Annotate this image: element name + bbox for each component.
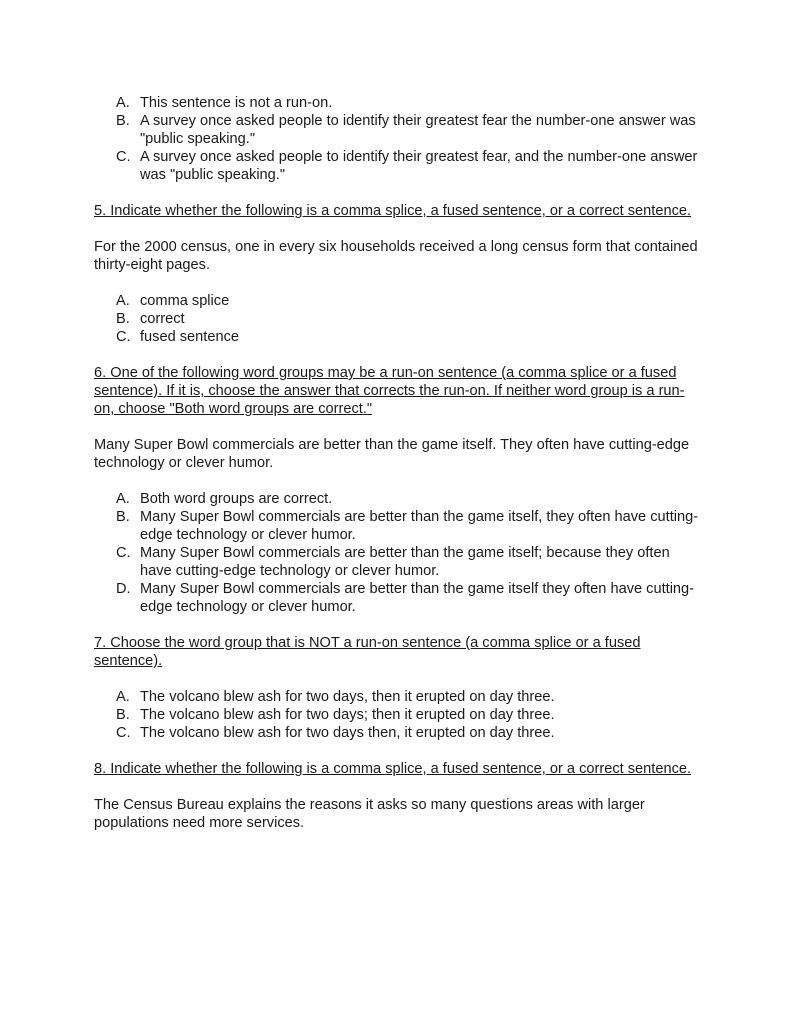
q5-text: For the 2000 census, one in every six households received a long census form that contained thirty-eight pages. [94,239,698,273]
q7-option-c[interactable] [116,724,704,742]
q6-title: 6. One of the following word groups may be a run-on sentence (a comma splice or a fused sentence). If it is, choose the answer that corrects the run-on. If neither word group is a run-on, choose "Both word groups are correct." [94,365,685,417]
q5-option-b[interactable] [116,310,704,328]
option-text: The volcano blew ash for two days; then it erupted on day three. [140,707,555,723]
option-text: The volcano blew ash for two days, then it erupted on day three. [140,689,555,705]
option-text: fused sentence [140,329,239,345]
q7-option-b[interactable] [116,706,704,724]
option-letter: B. [116,311,130,327]
option-letter: C. [116,329,131,345]
option-letter: A. [116,95,130,111]
q5-option-a[interactable] [116,292,704,310]
q6-text: Many Super Bowl commercials are better than the game itself. They often have cutting-edge technology or clever humor. [94,437,690,471]
option-text: The volcano blew ash for two days then, it erupted on day three. [140,725,555,741]
option-text: A survey once asked people to identify their greatest fear the number-one answer was "public speaking." [140,113,696,147]
option-letter: C. [116,149,131,165]
q5-option-c[interactable] [116,328,704,346]
q6-option-a[interactable] [116,490,704,508]
q8-title: 8. Indicate whether the following is a comma splice, a fused sentence, or a correct sentence. [94,761,692,777]
option-text: A survey once asked people to identify their greatest fear, and the number-one answer was "public speaking." [140,149,698,183]
q4-option-c[interactable] [116,148,704,184]
q6-option-b[interactable] [116,508,704,544]
q4-option-b[interactable] [116,112,704,148]
option-text: Both word groups are correct. [140,491,333,507]
q6-options [94,490,704,616]
q4-options [94,94,704,184]
q7-options [94,688,704,742]
option-letter: D. [116,581,131,597]
option-letter: A. [116,293,130,309]
option-text: This sentence is not a run-on. [140,95,333,111]
option-letter: A. [116,689,130,705]
option-letter: C. [116,545,131,561]
option-text: Many Super Bowl commercials are better than the game itself; because they often have cutting-edge technology or clever humor. [140,545,670,579]
q7-option-a[interactable] [116,688,704,706]
q4-option-a[interactable] [116,94,704,112]
q6-option-d[interactable] [116,580,704,616]
option-text: Many Super Bowl commercials are better than the game itself, they often have cutting-edge technology or clever humor. [140,509,699,543]
q6-option-c[interactable] [116,544,704,580]
option-text: comma splice [140,293,230,309]
q8-text: The Census Bureau explains the reasons it asks so many questions areas with larger populations need more services. [94,797,645,831]
option-text: Many Super Bowl commercials are better than the game itself they often have cutting-edge technology or clever humor. [140,581,695,615]
document-page [94,94,704,832]
option-letter: C. [116,725,131,741]
option-letter: B. [116,509,130,525]
q7-title: 7. Choose the word group that is NOT a run-on sentence (a comma splice or a fused sentence). [94,635,641,669]
q5-title: 5. Indicate whether the following is a comma splice, a fused sentence, or a correct sentence. [94,203,692,219]
option-letter: A. [116,491,130,507]
option-letter: B. [116,113,130,129]
q5-options [94,292,704,346]
option-letter: B. [116,707,130,723]
option-text: correct [140,311,185,327]
